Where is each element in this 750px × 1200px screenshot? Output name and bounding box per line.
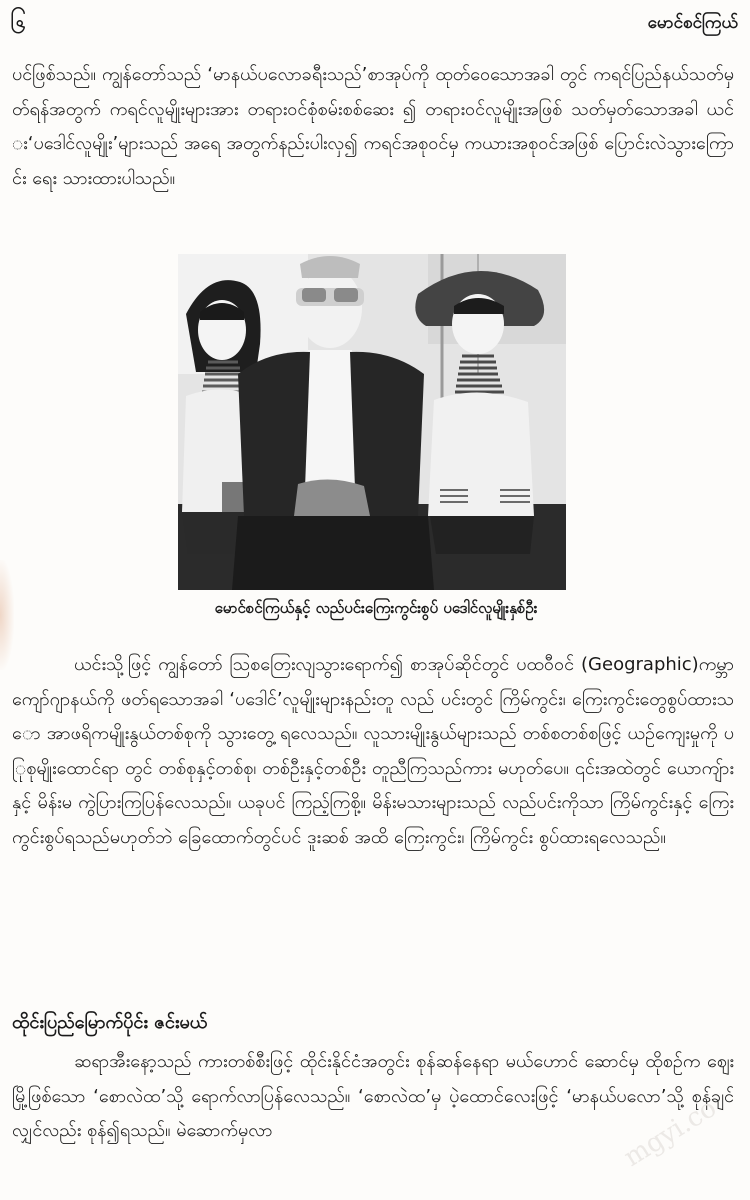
watermark: mgyi.co [619, 1093, 723, 1173]
paragraph-2: ယင်းသို့ဖြင့် ကျွန်တော် ဩစတြေးလျသွားရောက်၍ စာအုပ်ဆိုင်တွင် ပထဝီဝင် (Geographic)ကမ္ဘာကျော်ဂျာနယ်ကို ဖတ်ရသောအခါ ‘ပဒေါင်’လူမျိုးများနည်းတူ လည် ပင်းတွင် ကြိမ်ကွင်း၊ ကြေးကွင်းတွေစွပ်ထားသော အာဖရိကမျိုးနွယ်တစ်စုကို သွားတွေ့ ရလေသည်။ လူသားမျိုးနွယ်များသည် တစ်စတစ်စဖြင့် ယဉ်ကျေးမှုကို ပြုစုမျိုးထောင်ရာ တွင် တစ်စုနှင့်တစ်စု၊ တစ်ဦးနှင့်တစ်ဦး တူညီကြသည်ကား မဟုတ်ပေ။ ၎င်းအထဲတွင် ယောကျ်ားနှင့် မိန်းမ ကွဲပြားကြပြန်လေသည်။ ယခုပင် ကြည့်ကြစို့။ မိန်းမသားများသည် လည်ပင်းကိုသာ ကြိမ်ကွင်းနှင့် ကြေးကွင်းစွပ်ရသည်မဟုတ်ဘဲ ခြေထောက်တွင်ပင် ဒူးဆစ် အထိ ကြေးကွင်း၊ ကြိမ်ကွင်း စွပ်ထားရလေသည်။ [12, 654, 734, 848]
paragraph-3: ဆရာအီးနော့သည် ကားတစ်စီးဖြင့် ထိုင်းနိုင်ငံအတွင်း စုန်ဆန်နေရာ မယ်ဟောင် ဆောင်မှ ထိုစဉ်က ဈေးမြို့ဖြစ်သော ‘စောလဲထ’သို့ ရောက်လာပြန်လေသည်။ ‘စောလဲထ’မှ ပဲ့ထောင်လေးဖြင့် ‘မာနယ်ပလော’သို့ စုန်ချင်လျှင်လည်း စုန်၍ရသည်။ မဲဆောက်မှလာ [12, 1051, 734, 1141]
running-head: မောင်စင်ကြယ် [647, 13, 738, 33]
page-number: ၆ [10, 6, 27, 41]
paragraph-1: ပင်ဖြစ်သည်။ ကျွန်တော်သည် ‘မာနယ်ပလောခရီးသည်’စာအုပ်ကို ထုတ်ဝေသောအခါ တွင် ကရင်ပြည်နယ်သတ်မှတ်ရန်အတွက် ကရင်လူမျိုးများအား တရားဝင်စုံစမ်းစစ်ဆေး ၍ တရားဝင်လူမျိုးအဖြစ် သတ်မှတ်သောအခါ ယင်း‘ပဒေါင်လူမျိုး’များသည် အရေ အတွက်နည်းပါးလှ၍ ကရင်အစုဝင်မှ ကယားအစုဝင်အဖြစ် ပြောင်းလဲသွားကြောင်း ရေး သားထားပါသည်။ [12, 64, 734, 189]
section-heading: ထိုင်းပြည်မြောက်ပိုင်း ဇင်းမယ် [12, 1012, 208, 1033]
right-person-figure [415, 271, 544, 554]
photograph [178, 254, 566, 590]
thumb-shadow [0, 560, 14, 670]
photo-caption: မောင်စင်ကြယ်နှင့် လည်ပင်းကြေးကွင်းစွပ် ပဒေါင်လူမျိုးနှစ်ဦး [214, 599, 538, 617]
